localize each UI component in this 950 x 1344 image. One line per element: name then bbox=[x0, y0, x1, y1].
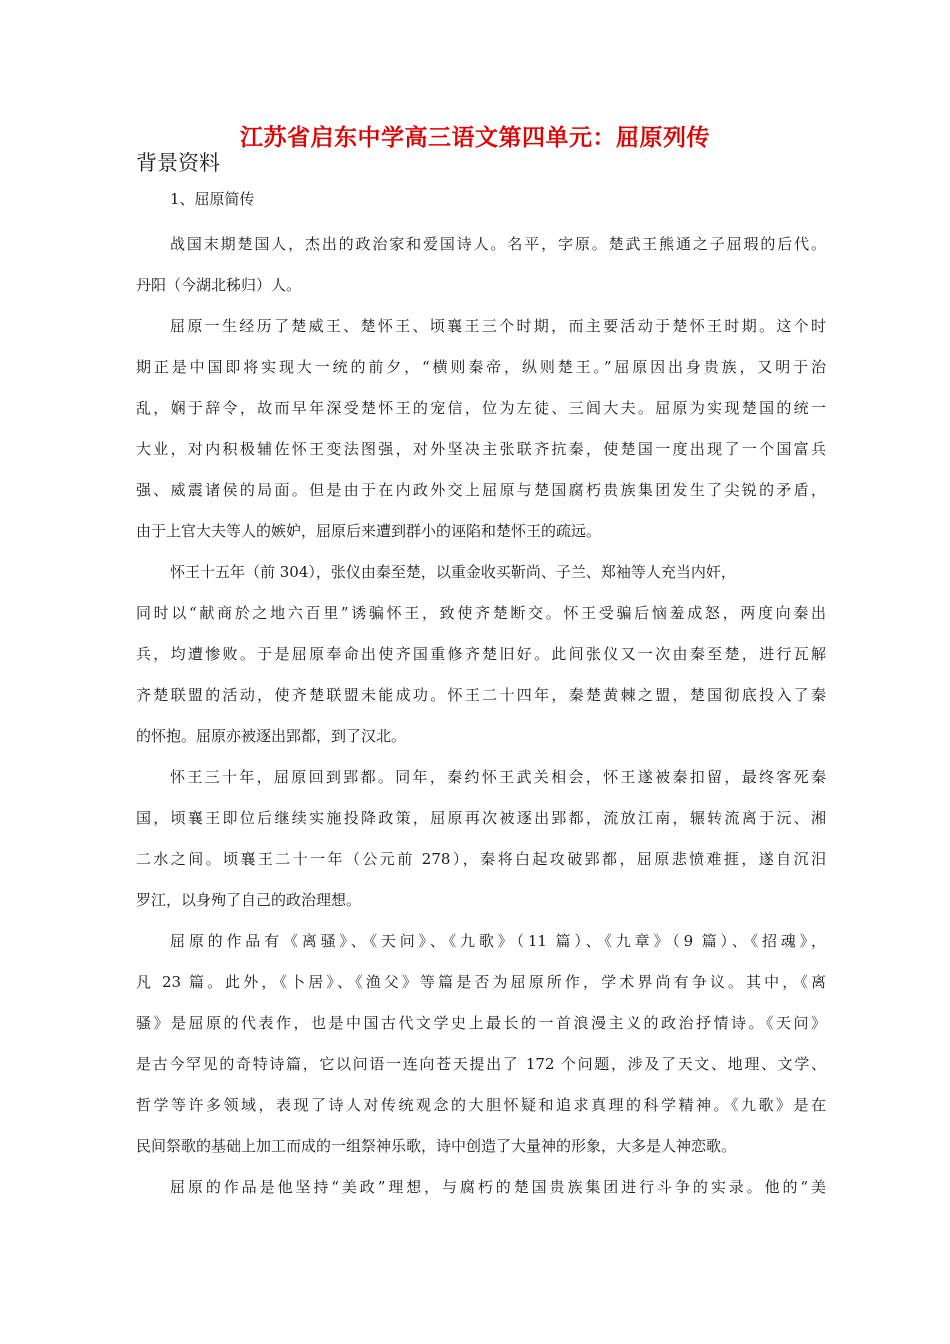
text-line: 国，顷襄王即位后继续实施投降政策，屈原再次被逐出郢都，流放江南，辗转流离于沅、湘 bbox=[136, 809, 826, 827]
text-line: 是古今罕见的奇特诗篇，它以问语一连向苍天提出了 172 个问题，涉及了天文、地理、文学、 bbox=[136, 1055, 826, 1073]
paragraph-3 bbox=[136, 552, 826, 757]
text-line: 齐楚联盟的活动，使齐楚联盟未能成功。怀王二十四年，秦楚黄棘之盟，楚国彻底投入了秦 bbox=[136, 686, 826, 704]
paragraph-4 bbox=[136, 757, 826, 921]
text-line: 强、威震诸侯的局面。但是由于在内政外交上屈原与楚国腐朽贵族集团发生了尖锐的矛盾， bbox=[136, 481, 826, 499]
text-line: 哲学等许多领域，表现了诗人对传统观念的大胆怀疑和追求真理的科学精神。《九歌》是在 bbox=[136, 1096, 826, 1114]
text-line: 骚》是屈原的代表作，也是中国古代文学史上最长的一首浪漫主义的政治抒情诗。《天问》 bbox=[136, 1014, 826, 1032]
text-line: 民间祭歌的基础上加工而成的一组祭神乐歌，诗中创造了大量神的形象，大多是人神恋歌。 bbox=[136, 1137, 737, 1155]
paragraph-1 bbox=[136, 224, 826, 306]
text-line: 期正是中国即将实现大一统的前夕，“横则秦帝，纵则楚王。”屈原因出身贵族，又明于治 bbox=[136, 358, 826, 376]
text-line: 兵，均遭惨败。于是屈原奉命出使齐国重修齐楚旧好。此间张仪又一次由秦至楚，进行瓦解 bbox=[136, 645, 826, 663]
document-title: 江苏省启东中学高三语文第四单元：屈原列传 bbox=[240, 124, 710, 151]
document-body bbox=[136, 224, 826, 1208]
text-line: 丹阳（今湖北秭归）人。 bbox=[136, 276, 302, 294]
text-line: 二水之间。顷襄王二十一年（公元前 278），秦将白起攻破郢都，屈原悲愤难捱，遂自沉汨 bbox=[136, 850, 826, 868]
paragraph-2 bbox=[136, 306, 826, 552]
text-line: 战国末期楚国人，杰出的政治家和爱国诗人。名平，字原。楚武王熊通之子屈瑕的后代。 bbox=[170, 235, 826, 253]
text-line: 罗江，以身殉了自己的政治理想。 bbox=[136, 891, 362, 909]
text-line: 怀王十五年（前 304），张仪由秦至楚，以重金收买靳尚、子兰、郑袖等人充当内奸， bbox=[170, 563, 736, 581]
text-line: 由于上官大夫等人的嫉妒，屈原后来遭到群小的诬陷和楚怀王的疏远。 bbox=[136, 522, 602, 540]
text-line: 屈原一生经历了楚威王、楚怀王、顷襄王三个时期，而主要活动于楚怀王时期。这个时 bbox=[170, 317, 826, 335]
section-heading: 背景资料 bbox=[136, 151, 220, 175]
subheading-biography: 1、屈原简传 bbox=[170, 190, 255, 208]
text-line: 屈原的作品是他坚持“美政”理想，与腐朽的楚国贵族集团进行斗争的实录。他的“美 bbox=[170, 1178, 826, 1196]
text-line: 乱，娴于辞令，故而早年深受楚怀王的宠信，位为左徒、三闾大夫。屈原为实现楚国的统一 bbox=[136, 399, 826, 417]
paragraph-6 bbox=[136, 1167, 826, 1208]
text-line: 凡 23 篇。此外，《卜居》、《渔父》等篇是否为屈原所作，学术界尚有争议。其中，《离 bbox=[136, 973, 826, 991]
text-line: 怀王三十年，屈原回到郢都。同年，秦约怀王武关相会，怀王遂被秦扣留，最终客死秦 bbox=[170, 768, 826, 786]
paragraph-5 bbox=[136, 921, 826, 1167]
text-line: 大业，对内积极辅佐怀王变法图强，对外坚决主张联齐抗秦，使楚国一度出现了一个国富兵 bbox=[136, 440, 826, 458]
text-line: 同时以“献商於之地六百里”诱骗怀王，致使齐楚断交。怀王受骗后恼羞成怒，两度向秦出 bbox=[136, 604, 826, 622]
text-line: 屈原的作品有《离骚》、《天问》、《九歌》（11 篇）、《九章》（9 篇）、《招魂》， bbox=[170, 932, 826, 950]
text-line: 的怀抱。屈原亦被逐出郢都，到了汉北。 bbox=[136, 727, 407, 745]
